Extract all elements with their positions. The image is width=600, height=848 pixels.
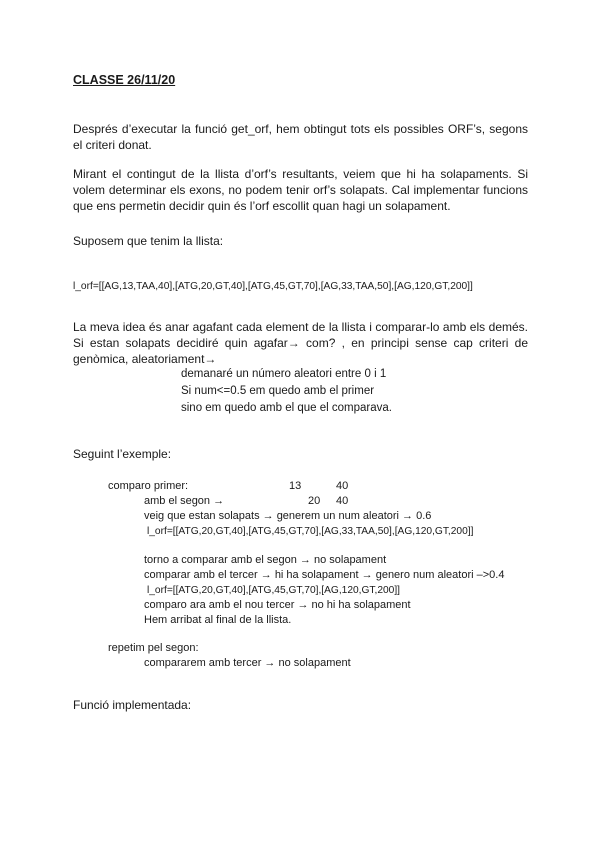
first-end-value: 40 xyxy=(336,480,349,492)
compare-new-third-line: comparo ara amb el nou tercer → no hi ha solapament xyxy=(144,599,411,611)
paragraph-idea: La meva idea és anar agafant cada element de la llista i comparar-lo amb els demés. Si estan solapats decidiré quin agafar→ com? , en principi sense cap criteri de genòmica, aleatoriament→ xyxy=(73,320,528,366)
paragraph-overlaps: Mirant el contingut de la llista d’orf’s resultants, veiem que hi ha solapaments. Si volem determinar els exons, no podem tenir orf’s solapats. Cal implementar funcions que ens permetin decidir quin és l’orf escollit quan hagi un solapament. xyxy=(73,167,528,213)
second-end-value: 40 xyxy=(336,495,349,507)
idea-line-3: sino em quedo amb el que el comparava. xyxy=(181,402,392,414)
page-title: CLASSE 26/11/20 xyxy=(73,73,176,87)
orf-list: l_orf=[[AG,13,TAA,40],[ATG,20,GT,40],[ATG,45,GT,70],[AG,33,TAA,50],[AG,120,GT,200]] xyxy=(73,281,473,292)
overlap-line: veig que estan solapats → generem un num aleatori → 0.6 xyxy=(144,510,432,522)
second-start-value: 20 xyxy=(308,495,321,507)
compare-first-label: comparo primer: xyxy=(108,480,189,492)
idea-line-1: demanaré un número aleatori entre 0 i 1 xyxy=(181,368,387,380)
compare-again-line: torno a comparar amb el segon → no solapament xyxy=(144,554,387,566)
compare-third-line: comparar amb el tercer → hi ha solapament → genero num aleatori –>0.4 xyxy=(144,569,505,581)
with-second-label: amb el segon → xyxy=(144,495,225,507)
idea-line-2: Si num<=0.5 em quedo amb el primer xyxy=(181,385,375,397)
paragraph-suppose: Suposem que tenim la llista: xyxy=(73,234,224,248)
end-of-list-line: Hem arribat al final de la llista. xyxy=(144,614,292,626)
compare-tercer-line: compararem amb tercer → no solapament xyxy=(144,657,351,669)
list-after-second: l_orf=[[ATG,20,GT,40],[ATG,45,GT,70],[AG,120,GT,200]] xyxy=(147,585,401,596)
example-heading: Seguint l’exemple: xyxy=(73,447,172,461)
repeat-second-label: repetim pel segon: xyxy=(108,642,199,654)
list-after-first: l_orf=[[ATG,20,GT,40],[ATG,45,GT,70],[AG,33,TAA,50],[AG,120,GT,200]] xyxy=(147,526,474,537)
first-start-value: 13 xyxy=(289,480,302,492)
paragraph-intro: Després d’executar la funció get_orf, hem obtingut tots els possibles ORF’s, segons el criteri donat. xyxy=(73,122,528,152)
function-heading: Funció implementada: xyxy=(73,698,192,712)
